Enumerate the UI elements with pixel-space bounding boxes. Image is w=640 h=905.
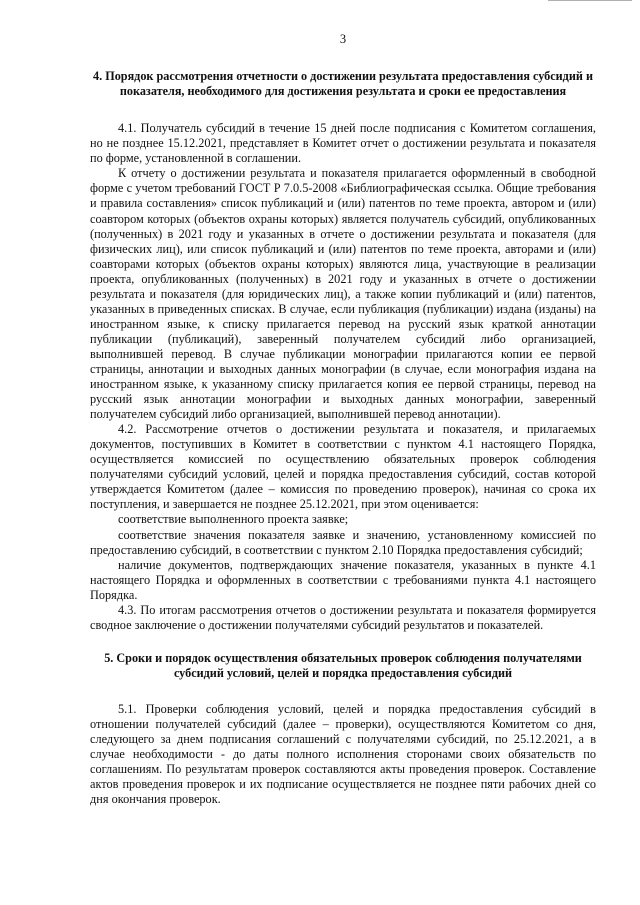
- top-right-rule: [548, 0, 632, 1]
- paragraph-4-3: 4.3. По итогам рассмотрения отчетов о достижении результата и показателя формируется сводное заключение о достижении получателями субсидий результатов и показателей.: [90, 602, 596, 632]
- paragraph-4-1-attachments: К отчету о достижении результата и показателя прилагается оформленный в свободной форме с учетом требований ГОСТ Р 7.0.5-2008 «Библиографическая ссылка. Общие требования и правила составления» список публикаций и (или) патентов по теме проекта, автором и (или) соавтором которых (объектов охраны которых) является получатель субсидий, опубликованных (полученных) в 2021 году и указанных в отчете о достижении результата и показателя (для физических лиц), или список публикаций и (или) патентов по теме проекта, авторами и (или) соавторами которых (объектов охраны которых) являются лица, участвующие в реализации проекта, опубликованных (полученных) в 2021 году и указанных в отчете о достижении результата и показателя (для юридических лиц), а также копии публикаций и (или) патентов, указанных в приведенных списках. В случае, если публикация (публикации) издана (изданы) на иностранном языке, к списку прилагается перевод на русский язык краткой аннотации публикации (публикаций), заверенный получателем субсидий либо организацией, выполнившей перевод. В случае публикации монографии прилагаются копии ее первой страницы, аннотации и выходных данных монографии (в случае, если монография издана на иностранном языке, к указанному списку прилагается копия ее первой страницы, перевод на русский язык аннотации монографии и выходных данных монографии, заверенный получателем субсидий либо организацией, выполнившей перевод аннотации).: [90, 166, 596, 422]
- paragraph-4-2-item-1: соответствие выполненного проекта заявке;: [118, 512, 349, 527]
- paragraph-4-1: 4.1. Получатель субсидий в течение 15 дней после подписания с Комитетом соглашения, но не позднее 15.12.2021, представляет в Комитет отчет о достижении результата и показателя по форме, установленной в соглашении.: [90, 121, 596, 166]
- paragraph-5-1: 5.1. Проверки соблюдения условий, целей и порядка предоставления субсидий в отношении получателей субсидий (далее – проверки), осуществляются Комитетом со дня, следующего за днем подписания соглашений с получателями субсидий, по 25.12.2021, а в случае необходимости - до даты полного исполнения сторонами своих обязательств по соглашениям. По результатам проверок составляются акты проведения проверок. Составление актов проведения проверок и их подписание осуществляется не позднее пяти рабочих дней со дня окончания проверок.: [90, 702, 596, 807]
- page-number: 3: [339, 32, 347, 46]
- section-4-title: 4. Порядок рассмотрения отчетности о достижении результата предоставления субсидий и показателя, необходимого для достижения результата и сроки ее предоставления: [93, 69, 593, 99]
- section-5-title: 5. Сроки и порядок осуществления обязательных проверок соблюдения получателями субсидий условий, целей и порядка предоставления субсидий: [104, 650, 582, 680]
- paragraph-4-2-item-2: соответствие значения показателя заявке и значению, установленному комиссией по предоставлению субсидий, в соответствии с пунктом 2.10 Порядка предоставления субсидий;: [90, 527, 596, 557]
- paragraph-4-2: 4.2. Рассмотрение отчетов о достижении результата и показателя, и прилагаемых документов, поступивших в Комитет в соответствии с пунктом 4.1 настоящего Порядка, осуществляется комиссией по осуществлению обязательных проверок соблюдения получателями субсидий условий, целей и порядка предоставления субсидий, состав которой утверждается Комитетом (далее – комиссия по проведению проверок), начиная со срока их поступления, и завершается не позднее 25.12.2021, при этом оценивается:: [90, 422, 596, 512]
- document-page: [90, 32, 596, 807]
- paragraph-4-2-item-3: наличие документов, подтверждающих значение показателя, указанных в пункте 4.1 настоящего Порядка и оформленных в соответствии с требованиями пункта 4.1 настоящего Порядка.: [90, 557, 596, 602]
